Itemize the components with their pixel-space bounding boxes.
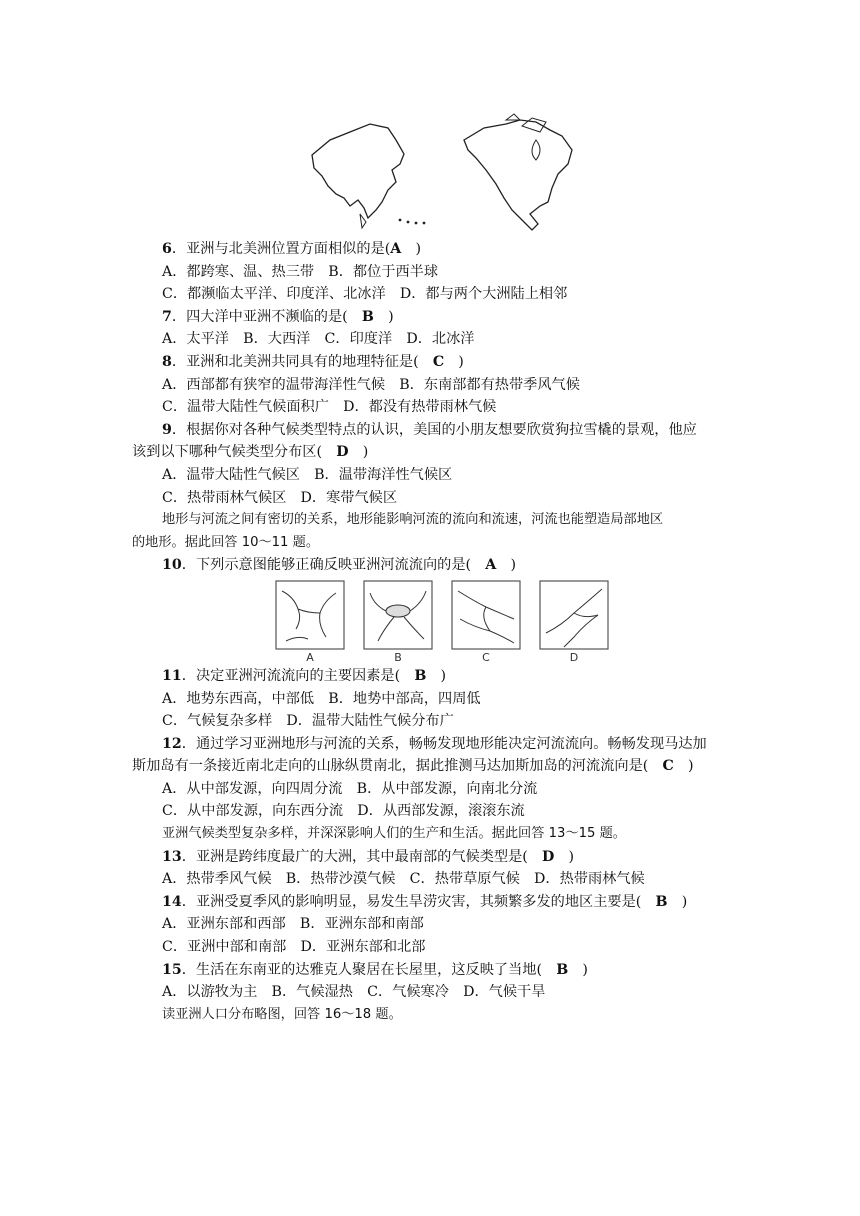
river-diagrams <box>162 577 742 665</box>
question-10: 10．下列示意图能够正确反映亚洲河流流向的是( A ) <box>162 557 516 574</box>
continent-outline-maps <box>300 110 590 240</box>
option-line: A．西部都有狭窄的温带海洋性气候 B．东南部都有热带季风气候 <box>162 376 580 393</box>
question-9: 9．根据你对各种气候类型特点的认识，美国的小朋友想要欣赏狗拉雪橇的景观，他应 <box>162 421 697 438</box>
intro-paragraph: 地形与河流之间有密切的关系，地形能影响河流的流向和流速，河流也能塑造局部地区 <box>162 512 664 528</box>
question-13: 13．亚洲是跨纬度最广的大洲，其中最南部的气候类型是( D ) <box>162 848 575 865</box>
option-line: C．热带雨林气候区 D．寒带气候区 <box>162 489 398 506</box>
river-diagram-a <box>276 581 344 649</box>
option-line: A．都跨寒、温、热三带 B．都位于西半球 <box>162 263 439 280</box>
option-line: C．亚洲中部和南部 D．亚洲东部和北部 <box>162 939 426 956</box>
answer-11: B <box>414 667 427 684</box>
option-line: C．气候复杂多样 D．温带大陆性气候分布广 <box>162 713 454 730</box>
option-line: A．从中部发源，向四周分流 B．从中部发源，向南北分流 <box>162 780 538 797</box>
river-diagram-d <box>540 581 608 649</box>
river-flow-diagrams <box>274 579 614 665</box>
answer-7: B <box>361 308 374 325</box>
river-label-b: B <box>394 650 402 664</box>
option-line: A．地势东西高，中部低 B．地势中部高，四周低 <box>162 690 481 707</box>
question-9-cont: 该到以下哪种气候类型分布区( D ) <box>132 444 369 461</box>
question-12: 12．通过学习亚洲地形与河流的关系，畅畅发现地形能决定河流流向。畅畅发现马达加 <box>162 735 707 752</box>
question-list <box>132 238 742 1026</box>
north-america-outline <box>464 120 572 230</box>
answer-10: A <box>485 557 497 574</box>
answer-6: A <box>390 241 402 257</box>
answer-14: B <box>655 893 668 910</box>
answer-9: D <box>336 444 349 461</box>
answer-13: D <box>542 848 555 865</box>
intro-paragraph: 亚洲气候类型复杂多样，并深深影响人们的生产和生活。据此回答 13～15 题。 <box>162 826 626 842</box>
question-11: 11．决定亚洲河流流向的主要因素是( B ) <box>162 667 447 684</box>
intro-paragraph: 读亚洲人口分布略图，回答 16～18 题。 <box>162 1006 402 1022</box>
option-line: A．热带季风气候 B．热带沙漠气候 C．热带草原气候 D．热带雨林气候 <box>162 871 645 888</box>
asia-outline <box>312 124 404 218</box>
answer-15: B <box>556 961 569 978</box>
option-line: A．太平洋 B．大西洋 C．印度洋 D．北冰洋 <box>162 331 475 348</box>
option-line: A．以游牧为主 B．气候湿热 C．气候寒冷 D．气候干旱 <box>162 984 546 1001</box>
question-15: 15．生活在东南亚的达雅克人聚居在长屋里，这反映了当地( B ) <box>162 961 588 978</box>
question-7: 7．四大洋中亚洲不濒临的是( B ) <box>162 308 394 325</box>
option-line: C．从中部发源，向东西分流 D．从西部发源，滚滚东流 <box>162 803 525 820</box>
asia-north-america-map <box>300 110 590 240</box>
river-diagram-b <box>364 581 432 649</box>
question-6: 6．亚洲与北美洲位置方面相似的是(A ) <box>162 241 421 257</box>
river-label-a: A <box>306 650 314 664</box>
option-line: A．亚洲东部和西部 B．亚洲东部和南部 <box>162 916 424 933</box>
answer-8: C <box>432 353 445 370</box>
question-8: 8．亚洲和北美洲共同具有的地理特征是( C ) <box>162 353 464 370</box>
river-diagram-c <box>452 581 520 649</box>
intro-paragraph-cont: 的地形。据此回答 10～11 题。 <box>132 534 320 550</box>
question-14: 14．亚洲受夏季风的影响明显，易发生旱涝灾害，其频繁多发的地区主要是( B ) <box>162 893 688 910</box>
answer-12: C <box>662 758 674 775</box>
question-12-cont: 斯加岛有一条接近南北走向的山脉纵贯南北，据此推测马达加斯加岛的河流流向是( C ) <box>132 758 694 775</box>
option-line: A．温带大陆性气候区 B．温带海洋性气候区 <box>162 466 453 483</box>
option-line: C．温带大陆性气候面积广 D．都没有热带雨林气候 <box>162 399 497 416</box>
river-label-d: D <box>569 650 579 664</box>
river-label-c: C <box>482 650 490 664</box>
option-line: C．都濒临太平洋、印度洋、北冰洋 D．都与两个大洲陆上相邻 <box>162 286 568 303</box>
